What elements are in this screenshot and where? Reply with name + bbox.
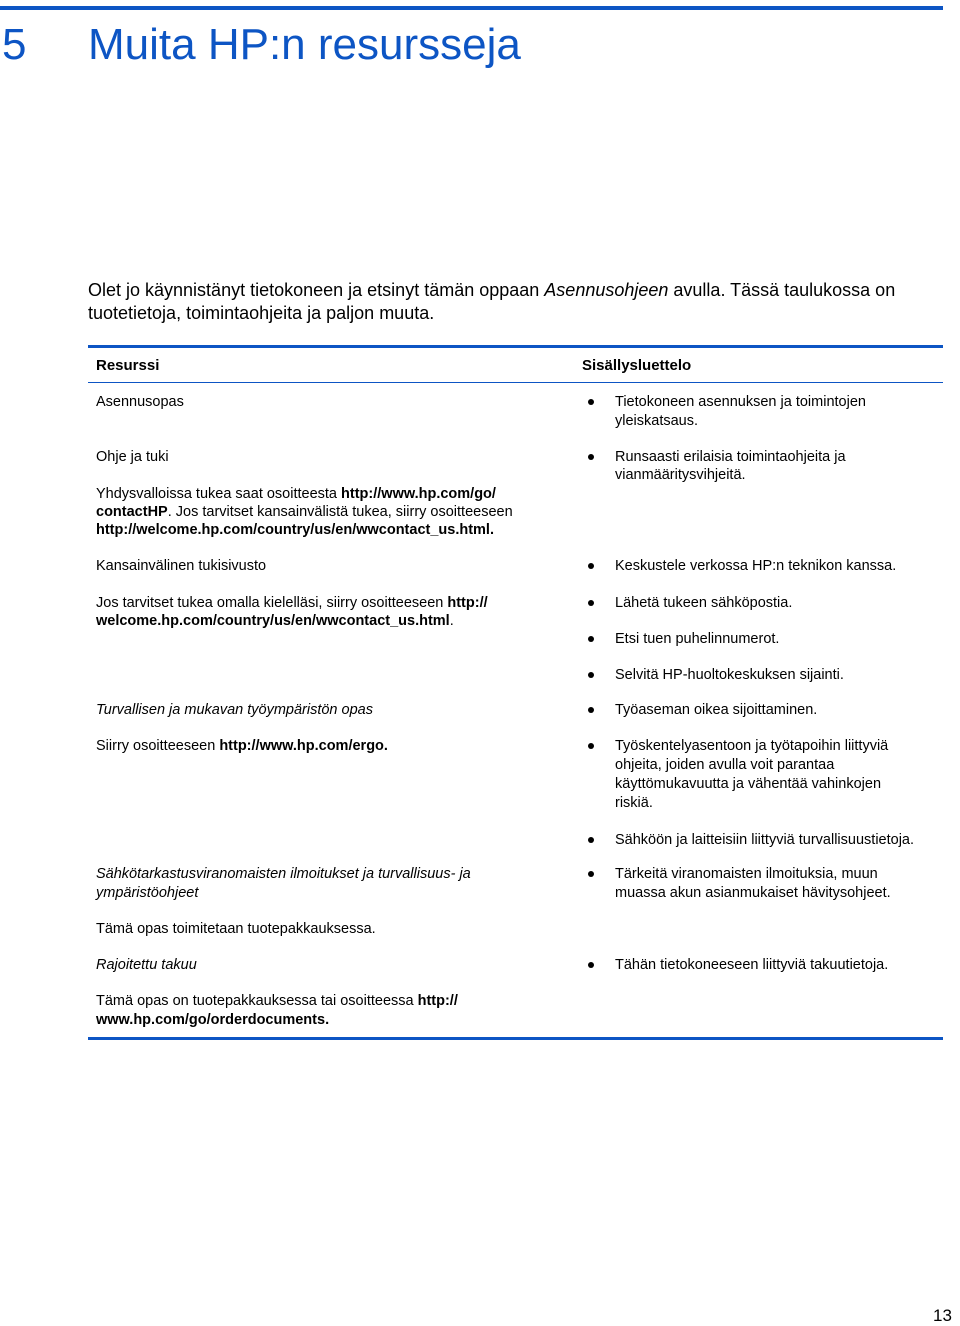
resource-desc-line bbox=[96, 1011, 329, 1030]
bullet-icon bbox=[588, 871, 594, 877]
bullet-icon bbox=[588, 600, 594, 606]
resource-title-italic: Turvallisen ja mukavan työympäristön opas bbox=[96, 702, 373, 718]
header-resource: Resurssi bbox=[96, 357, 160, 374]
desc-punct: . bbox=[489, 522, 494, 538]
bullet-icon bbox=[588, 707, 594, 713]
intro-paragraph bbox=[88, 279, 948, 325]
content-item: Tähän tietokoneeseen liittyviä takuutietoja. bbox=[615, 957, 889, 973]
link-welcome-hp[interactable]: http://welcome.hp.com/country/us/en/wwcontact_us.html bbox=[96, 522, 490, 538]
content-item: Työskentelyasentoon ja työtapoihin liittyviä bbox=[615, 738, 889, 754]
content-item: Sähköön ja laitteisiin liittyviä turvallisuustietoja. bbox=[615, 832, 915, 848]
resource-desc-line: Tämä opas toimitetaan tuotepakkauksessa. bbox=[96, 921, 376, 937]
link-hp-contact-cont[interactable]: contactHP bbox=[96, 504, 168, 520]
resource-desc-line bbox=[96, 992, 458, 1011]
resource-title-warranty bbox=[96, 956, 197, 975]
desc-text: Jos tarvitset tukea omalla kielelläsi, siirry osoitteeseen bbox=[96, 595, 448, 611]
intro-text-1: Olet jo käynnistänyt tietokoneen ja etsinyt tämän oppaan bbox=[88, 280, 545, 300]
content-item: Etsi tuen puhelinnumerot. bbox=[615, 631, 780, 647]
content-item-cont: ohjeita, joiden avulla voit parantaa bbox=[615, 757, 835, 773]
link-order-docs-cont[interactable]: www.hp.com/go/orderdocuments bbox=[96, 1012, 326, 1028]
content-item: Työaseman oikea sijoittaminen. bbox=[615, 702, 818, 718]
link-order-docs[interactable]: http:// bbox=[417, 993, 458, 1009]
content-item: Tietokoneen asennuksen ja toimintojen bbox=[615, 394, 866, 410]
resource-title-intl-support: Kansainvälinen tukisivusto bbox=[96, 558, 267, 574]
content-item: Runsaasti erilaisia toimintaohjeita ja bbox=[615, 449, 846, 465]
content-item-cont: muassa akun asianmukaiset hävitysohjeet. bbox=[615, 885, 891, 901]
desc-text: . Jos tarvitset kansainvälistä tukea, siirry osoitteeseen bbox=[167, 504, 513, 520]
link-hp-contact[interactable]: http://www.hp.com/go/ bbox=[341, 486, 496, 502]
table-bottom-rule bbox=[88, 1037, 943, 1040]
desc-text: Siirry osoitteeseen bbox=[96, 738, 220, 754]
link-welcome-hp-cont[interactable]: welcome.hp.com/country/us/en/wwcontact_us.html bbox=[96, 613, 450, 629]
resource-title-regulatory bbox=[96, 865, 471, 884]
desc-text: Tämä opas on tuotepakkauksessa tai osoitteessa bbox=[96, 993, 418, 1009]
table-top-rule bbox=[88, 345, 943, 348]
bullet-icon bbox=[588, 672, 594, 678]
bullet-icon bbox=[588, 743, 594, 749]
content-item-cont: riskiä. bbox=[615, 795, 653, 811]
desc-punct: . bbox=[449, 613, 454, 629]
content-item: Keskustele verkossa HP:n teknikon kanssa. bbox=[615, 558, 897, 574]
content-item: Lähetä tukeen sähköpostia. bbox=[615, 595, 793, 611]
bullet-icon bbox=[588, 636, 594, 642]
resource-title-setup-guide: Asennusopas bbox=[96, 394, 184, 410]
desc-punct: . bbox=[383, 738, 388, 754]
table-header-rule bbox=[88, 382, 943, 383]
link-welcome-hp[interactable]: http:// bbox=[447, 595, 488, 611]
content-item-cont: käyttömukavuutta ja vähentää vahinkojen bbox=[615, 776, 882, 792]
resource-desc-line bbox=[96, 612, 454, 631]
page-number: 13 bbox=[933, 1306, 952, 1325]
bullet-icon bbox=[588, 454, 594, 460]
intro-italic: Asennusohjeen bbox=[544, 280, 669, 300]
resource-desc-line bbox=[96, 737, 388, 756]
top-rule bbox=[0, 6, 943, 10]
desc-text: Yhdysvalloissa tukea saat osoitteesta bbox=[96, 486, 342, 502]
resource-title-safety-guide bbox=[96, 701, 373, 720]
content-item: Tärkeitä viranomaisten ilmoituksia, muun bbox=[615, 866, 878, 882]
link-hp-ergo[interactable]: http://www.hp.com/ergo bbox=[219, 738, 384, 754]
content-item: Selvitä HP-huoltokeskuksen sijainti. bbox=[615, 667, 844, 683]
header-contents: Sisällysluettelo bbox=[582, 357, 692, 374]
desc-punct: . bbox=[325, 1012, 330, 1028]
resource-desc-line bbox=[96, 485, 496, 504]
resource-title-help-support: Ohje ja tuki bbox=[96, 449, 169, 465]
chapter-title: Muita HP:n resursseja bbox=[88, 20, 521, 69]
bullet-icon bbox=[588, 399, 594, 405]
resource-desc-line bbox=[96, 521, 494, 540]
resource-desc-line bbox=[96, 594, 488, 613]
bullet-icon bbox=[588, 563, 594, 569]
resource-desc-line bbox=[96, 503, 513, 522]
intro-text-3: tuotetietoja, toimintaohjeita ja paljon muuta. bbox=[88, 303, 435, 323]
bullet-icon bbox=[588, 837, 594, 843]
content-item-cont: yleiskatsaus. bbox=[615, 413, 699, 429]
resource-title-italic: ympäristöohjeet bbox=[96, 885, 199, 901]
chapter-number: 5 bbox=[2, 20, 27, 69]
resource-title-italic: Sähkötarkastusviranomaisten ilmoitukset ja turvallisuus- ja bbox=[96, 866, 471, 882]
resource-title-regulatory-cont bbox=[96, 884, 198, 903]
bullet-icon bbox=[588, 962, 594, 968]
intro-text-2: avulla. Tässä taulukossa on bbox=[668, 280, 896, 300]
resource-title-italic: Rajoitettu takuu bbox=[96, 957, 197, 973]
content-item-cont: vianmääritysvihjeitä. bbox=[615, 467, 746, 483]
